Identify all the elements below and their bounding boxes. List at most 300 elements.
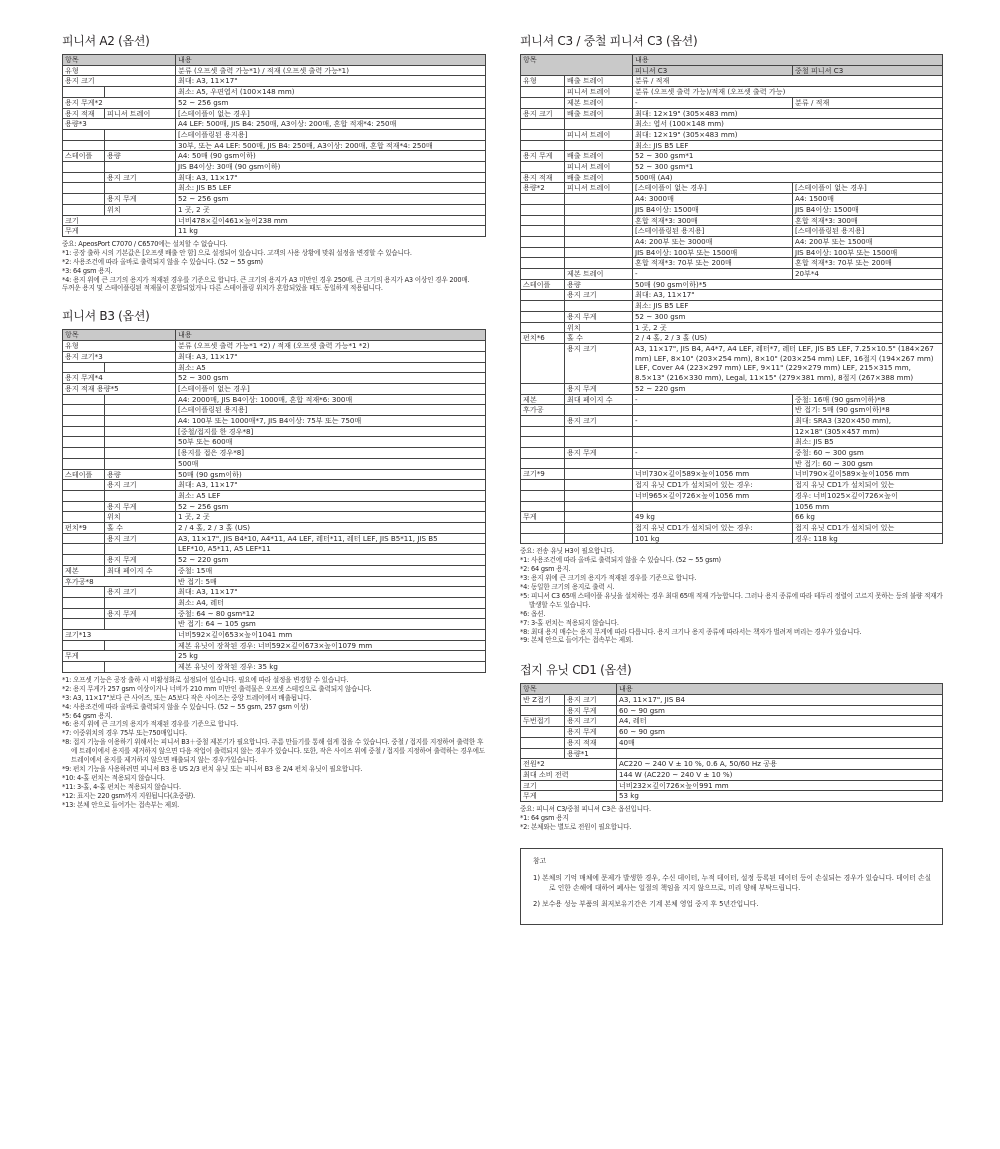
row-value-finisher-c3 [633,501,793,512]
footnote: *1: 오프셋 기능은 공장 출하 시 비활성화로 설정되어 있습니다. 필요에 따라 설정을 변경할 수 있습니다. [62,675,349,684]
table-row [521,437,943,448]
row-subitem-cell [565,215,633,226]
table-row [63,204,486,215]
row-value-cell: 52 ~ 220 gsm [176,555,486,566]
row-value-cell: 최대: A3, 11×17" [176,172,486,183]
row-value-finisher-c3: 혼합 적재*3: 70부 또는 200매 [633,258,793,269]
footnote: *2: 용지 무게가 257 gsm 이상이거나 너비가 210 mm 미만인 출력물은 오프셋 스테킹으로 출력되지 않습니다. [62,684,372,693]
table-header-row [521,684,943,695]
row-category-cell [63,619,105,630]
row-category-cell [63,362,105,373]
notes-folding-unit-cd1 [520,805,943,832]
table-row [521,279,943,290]
row-subitem-cell: 용지 무게 [565,727,617,738]
header-booklet-finisher-c3: 중철 피니셔 C3 [793,65,943,76]
row-value-finisher-c3: 너비965×깊이726×높이1056 mm [633,490,793,501]
row-value-cell: 52 ~ 220 gsm [633,383,943,394]
row-value-cell: 분류 / 적재 [633,76,943,87]
header-item: 항목 [521,55,633,76]
row-value-cell: 분류 (오프셋 출력 가능*1 *2) / 적재 (오프셋 출력 가능*1 *2) [176,341,486,352]
footnote: *12: 표지는 220 gsm까지 지원됩니다(초중량). [62,791,195,800]
row-value-cell: 30부, 또는 A4 LEF: 500매, JIS B4: 250매, A3이상: 200매, 혼합 적재*4: 250매 [176,140,486,151]
header-content: 내용 [617,684,943,695]
row-subitem-cell [105,544,176,555]
table-row [63,394,486,405]
row-category-cell [521,226,565,237]
row-value-booklet-c3: 접지 유닛 CD1가 설치되어 있는 [793,522,943,533]
table-row [521,480,943,491]
table-row [521,311,943,322]
reference-box [520,848,943,926]
row-value-cell: 52 ~ 256 gsm [176,97,486,108]
row-subitem-cell [565,458,633,469]
row-category-cell [521,258,565,269]
row-category-cell [63,533,105,544]
row-value-cell: 너비592×깊이653×높이1041 mm [176,630,486,641]
row-category-cell [63,405,105,416]
table-row [63,426,486,437]
footnote: *4: 동일한 크기의 용지로 출력 시. [520,582,615,591]
row-subitem-cell [565,533,633,544]
table-row [521,501,943,512]
row-value-cell: 최대: A3, 11×17" [176,587,486,598]
table-row [63,512,486,523]
row-subitem-cell: 위치 [105,512,176,523]
table-row [521,301,943,312]
row-category-cell: 펀치*6 [521,333,565,344]
table-row [63,226,486,237]
footnote: *6: 옵션. [520,609,546,618]
row-value-finisher-c3 [633,426,793,437]
row-value-cell: [중철/접지를 한 경우*8] [176,426,486,437]
row-value-finisher-c3: 49 kg [633,512,793,523]
row-category-cell: 크기 [521,780,617,791]
row-subitem-cell [105,87,176,98]
row-value-cell: 제본 유닛이 장착된 경우: 35 kg [176,662,486,673]
table-row [521,140,943,151]
row-value-booklet-c3: JIS B4이상: 1500매 [793,204,943,215]
row-subitem-cell [565,301,633,312]
row-subitem-cell [565,490,633,501]
row-subitem-cell: 최대 페이지 수 [565,394,633,405]
row-category-cell [63,416,105,427]
spec-table-folding-unit-cd1 [520,683,943,802]
row-category-cell [63,490,105,501]
table-row [521,247,943,258]
table-row [521,791,943,802]
row-value-cell: 최대: A3, 11×17" [176,351,486,362]
row-subitem-cell: 용지 무게 [565,448,633,459]
row-category-cell [521,87,565,98]
footnote: *8: 접지 기능을 이용하기 위해서는 피니셔 B3＋중철 제본기가 필요합니다. 주름 만들기를 통해 쉽게 접을 수 있습니다. 중철 / 접지를 지정하여 출력한 후에 트레이에서 용지를 제거하지 않으면 다음 작업이 출력되지 않는 경우가 있습니다. 또한, 작은 사이즈 위에 중철 / 접지를 지정하여 출력하는 경우에도 트레이에서 용지를 제거하지 않으면 배출되지 않는 경우가있습니다. [62,738,485,765]
row-subitem-cell [565,405,633,416]
row-category-cell [63,480,105,491]
row-category-cell [521,97,565,108]
row-category-cell [521,437,565,448]
row-category-cell [63,597,105,608]
row-subitem-cell [565,226,633,237]
left-column [62,32,486,809]
row-category-cell: 유형 [63,341,176,352]
row-category-cell [63,140,105,151]
table-row [521,737,943,748]
row-subitem-cell [105,394,176,405]
row-value-cell: A4: 2000매, JIS B4이상: 1000매, 혼합 적재*6: 300매 [176,394,486,405]
row-category-cell: 용지 적재 용량*5 [63,383,176,394]
row-subitem-cell: 용지 무게 [105,501,176,512]
table-row [521,458,943,469]
row-category-cell [63,458,105,469]
footnote: *1: 64 gsm 용지 [520,813,569,822]
row-subitem-cell: 용지 크기 [105,480,176,491]
table-row [63,76,486,87]
table-row [63,162,486,173]
row-value-cell: 반 접기: 64 ~ 105 gsm [176,619,486,630]
header-finisher-c3: 피니셔 C3 [633,65,793,76]
row-category-cell [63,129,105,140]
row-value-cell: 500매 [176,458,486,469]
row-value-booklet-c3: 접지 유닛 CD1가 설치되어 있는 [793,480,943,491]
table-header-row [63,55,486,66]
table-row [63,151,486,162]
row-value-booklet-c3: A4: 200부 또는 1500매 [793,236,943,247]
row-category-cell [521,748,565,759]
row-category-cell [63,426,105,437]
header-content: 내용 [633,55,943,66]
row-value-cell: 최소: A4, 레터 [176,597,486,608]
footnote: 중요: ApeosPort C7070 / C6570에는 설치할 수 없습니다. [62,239,228,248]
row-category-cell [63,640,105,651]
row-category-cell: 무게 [63,651,176,662]
row-subitem-cell [105,437,176,448]
row-subitem-cell: 피니셔 트레이 [565,162,633,173]
row-subitem-cell: 용지 무게 [565,383,633,394]
table-row [63,587,486,598]
row-subitem-cell: 용량 [565,279,633,290]
row-value-cell: 60 ~ 90 gsm [617,705,943,716]
row-value-cell: 최대: 12×19" (305×483 mm) [633,108,943,119]
row-value-cell: 너비478×깊이461×높이238 mm [176,215,486,226]
row-subitem-cell [565,236,633,247]
table-header-row [521,55,943,66]
row-category-cell: 용지 적재 [521,172,565,183]
row-category-cell: 전원*2 [521,759,617,770]
row-category-cell: 용지 크기 [63,76,176,87]
row-category-cell [521,448,565,459]
row-value-booklet-c3: [스테이플이 없는 경우] [793,183,943,194]
row-value-cell: 52 ~ 256 gsm [176,194,486,205]
row-category-cell [521,737,565,748]
row-category-cell [521,194,565,205]
row-value-booklet-c3: A4: 1500매 [793,194,943,205]
row-value-cell: 52 ~ 300 gsm [633,311,943,322]
footnote: *9: 본체 안으로 들어가는 접속부는 제외. [520,636,634,645]
header-item: 항목 [521,684,617,695]
row-value-cell: 최대: A3, 11×17" [633,290,943,301]
table-row [521,236,943,247]
row-category-cell [63,194,105,205]
row-subitem-cell: 용지 크기 [105,172,176,183]
table-row [63,108,486,119]
row-value-finisher-c3: 혼합 적재*3: 300매 [633,215,793,226]
row-value-booklet-c3: 너비790×깊이589×높이1056 mm [793,469,943,480]
row-category-cell: 무게 [521,512,565,523]
row-value-cell: [스테이플이 없는 경우] [176,108,486,119]
table-row [521,97,943,108]
row-value-cell: [용지를 접은 경우*8] [176,448,486,459]
table-row [521,290,943,301]
footnote: *11: 3-홀, 4-홀 펀치는 적용되지 않습니다. [62,782,181,791]
row-category-cell: 펀치*9 [63,523,105,534]
row-value-cell: A4: 100부 또는 1000매*7, JIS B4이상: 75부 또는 750매 [176,416,486,427]
row-subitem-cell [105,162,176,173]
row-value-finisher-c3 [633,458,793,469]
footnote: *5: 64 gsm 용지. [62,711,113,720]
row-subitem-cell: 용지 크기 [565,695,617,706]
table-row [521,415,943,426]
row-category-cell: 무게 [63,226,176,237]
row-category-cell [63,587,105,598]
row-category-cell [63,448,105,459]
row-value-cell: [스테이플이 없는 경우] [176,383,486,394]
table-row [63,662,486,673]
table-row [521,269,943,280]
row-value-cell: 500매 (A4) [633,172,943,183]
row-value-cell: 52 ~ 256 gsm [176,501,486,512]
row-subitem-cell: 배출 트레이 [565,172,633,183]
section-title-folding-unit-cd1: 접지 유닛 CD1 (옵션) [520,663,632,678]
row-category-cell: 스테이플 [63,469,105,480]
row-value-booklet-c3: 경우: 너비1025×깊이726×높이 [793,490,943,501]
row-category-cell [521,322,565,333]
row-value-cell: LEF*10, A5*11, A5 LEF*11 [176,544,486,555]
row-value-finisher-c3: [스테이플이 없는 경우] [633,183,793,194]
row-value-booklet-c3: 20부*4 [793,269,943,280]
row-value-booklet-c3: 반 접기: 5매 (90 gsm이하)*8 [793,405,943,416]
table-row [521,87,943,98]
row-subitem-cell [565,480,633,491]
row-category-cell [521,501,565,512]
table-row [521,716,943,727]
table-row [521,405,943,416]
table-row [521,119,943,130]
notes-finisher-c3 [520,547,943,645]
table-row [521,204,943,215]
row-category-cell [63,662,105,673]
row-value-cell: 중철: 15매 [176,565,486,576]
row-value-cell [617,748,943,759]
row-value-cell: [스테이플링된 용지용] [176,129,486,140]
row-category-cell: 후가공*8 [63,576,176,587]
table-row [63,533,486,544]
row-value-cell: 최대: A3, 11×17" [176,480,486,491]
row-subitem-cell: 피니셔 트레이 [565,183,633,194]
row-value-cell: 52 ~ 300 gsm*1 [633,151,943,162]
row-category-cell: 크기*13 [63,630,176,641]
row-value-finisher-c3: - [633,97,793,108]
row-subitem-cell: 용지 무게 [565,705,617,716]
table-row [521,759,943,770]
row-subitem-cell [105,597,176,608]
table-row [521,172,943,183]
footnote: *3: 용지 위에 큰 크기의 용지가 적재된 경우를 기준으로 합니다. [520,574,697,583]
row-subitem-cell [565,522,633,533]
table-row [521,705,943,716]
table-row [521,215,943,226]
table-row [521,769,943,780]
table-row [63,172,486,183]
table-row [63,87,486,98]
row-value-cell: JIS B4이상: 30매 (90 gsm이하) [176,162,486,173]
header-content: 내용 [176,55,486,66]
row-value-cell: A4: 50매 (90 gsm이하) [176,151,486,162]
table-row [63,619,486,630]
header-content: 내용 [176,330,486,341]
row-subitem-cell: 제본 트레이 [565,97,633,108]
row-category-cell: 제본 [63,565,105,576]
row-value-cell: 분류 (오프셋 출력 가능*1) / 적재 (오프셋 출력 가능*1) [176,65,486,76]
row-value-finisher-c3: JIS B4이상: 100부 또는 1500매 [633,247,793,258]
row-value-booklet-c3: 경우: 118 kg [793,533,943,544]
row-value-booklet-c3: 반 접기: 60 ~ 300 gsm [793,458,943,469]
row-category-cell: 두번접기 [521,716,565,727]
table-row [63,651,486,662]
row-subitem-cell: 배출 트레이 [565,76,633,87]
footnote: *1: 사용조건에 따라 올바로 출력되지 않을 수 있습니다. (52 ~ 55 gsm) [520,556,721,565]
row-category-cell: 용량*2 [521,183,565,194]
row-subitem-cell: 배출 트레이 [565,151,633,162]
row-category-cell [521,383,565,394]
row-subitem-cell [105,458,176,469]
row-value-cell: 1 곳, 2 곳 [176,512,486,523]
row-category-cell [63,512,105,523]
row-value-finisher-c3: 접지 유닛 CD1가 설치되어 있는 경우: [633,522,793,533]
row-value-booklet-c3: 12×18" (305×457 mm) [793,426,943,437]
row-subitem-cell [105,416,176,427]
spec-table-finisher-c3 [520,54,943,544]
row-category-cell: 제본 [521,394,565,405]
row-value-cell: 60 ~ 90 gsm [617,727,943,738]
row-subitem-cell [565,469,633,480]
table-row [521,151,943,162]
row-category-cell: 유형 [63,65,176,76]
row-value-cell: 최대: A3, 11×17" [176,76,486,87]
row-subitem-cell: 용량*1 [565,748,617,759]
row-value-finisher-c3 [633,437,793,448]
row-value-cell: 반 접기: 5매 [176,576,486,587]
row-subitem-cell: 용지 크기 [105,533,176,544]
footnote: 중요: 피니셔 C3/중철 피니셔 C3은 옵션입니다. [520,805,651,814]
table-row [63,501,486,512]
row-subitem-cell: 피니셔 트레이 [565,129,633,140]
table-row [63,576,486,587]
row-value-cell: 1 곳, 2 곳 [633,322,943,333]
row-subitem-cell [565,194,633,205]
row-subitem-cell: 용지 크기 [565,415,633,426]
row-subitem-cell [565,426,633,437]
row-subitem-cell [565,204,633,215]
row-category-cell [63,204,105,215]
row-value-cell: 중철: 64 ~ 80 gsm*12 [176,608,486,619]
footnote: *2: 사용조건에 따라 올바로 출력되지 않을 수 있습니다. (52 ~ 55 gsm) [62,257,263,266]
row-value-booklet-c3: JIS B4이상: 100부 또는 1500매 [793,247,943,258]
table-row [521,512,943,523]
table-row [63,480,486,491]
row-category-cell [63,183,105,194]
table-row [63,490,486,501]
row-value-cell: 제본 유닛이 장착된 경우: 너비592×깊이673×높이1079 mm [176,640,486,651]
row-subitem-cell [565,501,633,512]
row-value-finisher-c3: JIS B4이상: 1500매 [633,204,793,215]
row-subitem-cell [105,183,176,194]
row-value-cell: 최소: A5 [176,362,486,373]
row-subitem-cell [565,437,633,448]
row-subitem-cell: 위치 [565,322,633,333]
row-subitem-cell [565,119,633,130]
row-value-cell: [스테이플링된 용지용] [176,405,486,416]
table-row [521,333,943,344]
row-category-cell [63,437,105,448]
header-item: 항목 [63,55,176,66]
row-value-cell: 52 ~ 300 gsm*1 [633,162,943,173]
row-value-cell: 최대: 12×19" (305×483 mm) [633,129,943,140]
table-row [63,555,486,566]
row-category-cell [521,480,565,491]
footnote: *13: 본체 안으로 들어가는 접속부는 제외. [62,800,180,809]
row-category-cell: 용지 크기*3 [63,351,176,362]
row-subitem-cell [565,258,633,269]
notes-finisher-a2 [62,240,486,293]
row-subitem-cell [105,448,176,459]
row-subitem-cell: 용지 크기 [105,587,176,598]
row-value-cell: 너비232×깊이726×높이991 mm [617,780,943,791]
row-category-cell [521,727,565,738]
row-subitem-cell: 피니셔 트레이 [565,87,633,98]
footnote: 두꺼운 용지 및 스테이플링된 적재물이 혼합되었거나 다른 스테이플링 위치가 혼합되었을 때도 동일하게 적용됩니다. [62,284,383,293]
section-title-finisher-a2: 피니셔 A2 (옵션) [62,34,150,48]
table-row [521,727,943,738]
row-value-finisher-c3: 101 kg [633,533,793,544]
reference-item: 2) 보수용 성능 부품의 최저보유기간은 기계 본체 영업 중지 후 5년간입니다. [533,899,759,908]
table-row [63,608,486,619]
row-value-cell: 2 / 4 홀, 2 / 3 홀 (US) [633,333,943,344]
table-row [63,383,486,394]
row-value-cell: 50매 (90 gsm이하) [176,469,486,480]
footnote: *1: 공장 출하 시의 기본값은 [오프셋 배출 안 함] 으로 설정되어 있습니다. 고객의 사용 상황에 맞춰 설정을 변경할 수 있습니다. [62,248,412,257]
table-row [63,523,486,534]
row-subitem-cell: 용지 무게 [105,194,176,205]
row-value-booklet-c3: 혼합 적재*3: 300매 [793,215,943,226]
table-row [521,490,943,501]
footnote: *4: 용지 위에 큰 크기의 용지가 적재된 경우를 기준으로 합니다. 큰 크기의 용지가 A3 미만인 경우 250매. 큰 크기의 용지가 A3 이상인 경우 200매. [62,275,470,284]
table-row [63,362,486,373]
row-value-cell: 최소: 엽서 (100×148 mm) [633,119,943,130]
row-value-finisher-c3: 너비730×깊이589×높이1056 mm [633,469,793,480]
footnote: *2: 64 gsm 용지. [520,565,571,574]
row-subitem-cell [105,140,176,151]
row-subitem-cell: 홀 수 [565,333,633,344]
row-category-cell [521,705,565,716]
row-category-cell: 반 Z접기 [521,695,565,706]
table-row [63,437,486,448]
row-subitem-cell [105,426,176,437]
row-category-cell [521,204,565,215]
row-subitem-cell [105,405,176,416]
row-value-finisher-c3: A4: 200부 또는 3000매 [633,236,793,247]
row-category-cell [521,522,565,533]
row-value-cell: 최소: JIS B5 LEF [633,301,943,312]
row-subitem-cell [105,362,176,373]
